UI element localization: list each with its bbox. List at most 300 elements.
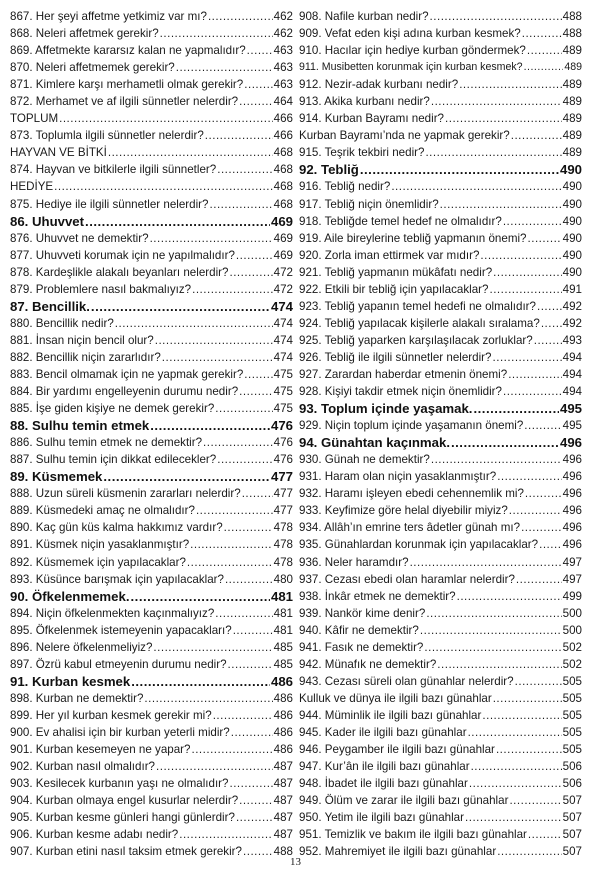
toc-entry-title: 893. Küsünce barışmak için yapılacaklar? — [10, 572, 224, 586]
toc-entry-title: 91. Kurban kesmek — [10, 673, 131, 689]
toc-entry-title: 93. Toplum içinde yaşamak. — [299, 401, 473, 417]
toc-entry — [10, 332, 293, 349]
toc-page-number: 474 — [273, 350, 293, 364]
toc-page-number: 477 — [273, 504, 293, 518]
toc-entry — [10, 383, 293, 400]
toc-entry — [10, 571, 293, 588]
toc-page-number: 487 — [273, 828, 293, 842]
toc-entry-title: HEDİYE — [10, 180, 54, 194]
toc-entry-title: 886. Sulhu temin etmek ne demektir? — [10, 436, 203, 450]
toc-entry-title: 937. Cezası ebedi olan haramlar nelerdir? — [299, 572, 515, 586]
toc-entry — [10, 775, 293, 792]
toc-page-number: 481 — [273, 606, 293, 620]
toc-entry-title: 900. Ev ahalisi için bir kurban yeterli midir? — [10, 725, 230, 739]
toc-page-number: 499 — [562, 589, 582, 603]
toc-entry-title: 902. Kurban nasıl olmalıdır? — [10, 760, 156, 774]
toc-page-number: 489 — [562, 44, 582, 58]
toc-entry-title: 933. Keyfimize göre helal diyebilir miyiz? — [299, 504, 508, 518]
dot-leader — [528, 230, 562, 247]
dot-leader — [528, 826, 562, 843]
toc-entry-title: 904. Kurban olmaya engel kusurlar nelerdir? — [10, 794, 239, 808]
toc-entry — [299, 792, 582, 809]
toc-entry — [10, 59, 293, 76]
toc-entry-title: 874. Hayvan ve bitkilerle ilgili sünnetler? — [10, 163, 217, 177]
dot-leader — [410, 554, 562, 571]
toc-page-number: 493 — [562, 333, 582, 347]
toc-page-number: 486 — [273, 708, 293, 722]
toc-page-number: 481 — [273, 623, 293, 637]
toc-entry-title: 916. Tebliğ nedir? — [299, 180, 391, 194]
dot-leader — [192, 281, 273, 298]
dot-leader — [231, 724, 273, 741]
toc-page-number: 480 — [273, 572, 293, 586]
toc-page-number: 476 — [273, 436, 293, 450]
toc-entry-title: 911. Musibetten korunmak için kurban kesmek? — [299, 61, 523, 74]
toc-entry-title: 929. Niçin toplum içinde yaşamanın önemi? — [299, 419, 524, 433]
toc-section-heading — [299, 400, 582, 417]
toc-page-number: 494 — [562, 350, 582, 364]
toc-entry-title: 887. Sulhu temin için dikkat edilecekler? — [10, 453, 217, 467]
dot-leader — [131, 673, 270, 690]
toc-page-number: 490 — [562, 265, 582, 279]
toc-page-number: 487 — [273, 794, 293, 808]
dot-leader — [516, 571, 562, 588]
dot-leader — [115, 315, 273, 332]
toc-entry-title: 907. Kurban etini nasıl taksim etmek gerekir? — [10, 845, 242, 859]
dot-leader — [239, 383, 273, 400]
toc-entry-title: 909. Vefat eden kişi adına kurban kesmek? — [299, 27, 521, 41]
toc-page-number: 475 — [273, 385, 293, 399]
toc-entry — [10, 247, 293, 264]
toc-entry — [299, 536, 582, 553]
toc-entry — [299, 366, 582, 383]
toc-entry-title: Kulluk ve dünya ile ilgili bazı günahlar — [299, 691, 492, 705]
toc-page-number: 495 — [559, 401, 582, 417]
toc-section-heading — [10, 298, 293, 315]
toc-entry-title: 894. Niçin öfkelenmekten kaçınmalıyız? — [10, 606, 215, 620]
dot-leader — [242, 485, 273, 502]
toc-entry — [299, 656, 582, 673]
toc-entry-title: 867. Her şeyi affetme yetkimiz var mı? — [10, 10, 207, 23]
toc-page-number: 491 — [562, 282, 582, 296]
toc-entry-title: 896. Nelere öfkelenmeliyiz? — [10, 640, 153, 654]
dot-leader — [244, 76, 272, 93]
toc-page-number: 506 — [562, 760, 582, 774]
toc-entry — [10, 622, 293, 639]
dot-leader — [527, 42, 562, 59]
toc-entry-title: 927. Zarardan haberdar etmenin önemi? — [299, 367, 508, 381]
toc-page-number: 495 — [562, 419, 582, 433]
toc-page-number: 502 — [562, 640, 582, 654]
toc-entry — [299, 639, 582, 656]
toc-page-number: 494 — [562, 367, 582, 381]
toc-entry — [10, 826, 293, 843]
toc-entry-title: 948. İbadet ile ilgili bazı günahlar — [299, 777, 468, 791]
toc-entry — [10, 656, 293, 673]
toc-page-number: 490 — [562, 197, 582, 211]
toc-page-number: 476 — [270, 418, 293, 434]
dot-leader — [509, 792, 561, 809]
toc-entry-title: 924. Tebliğ yapılacak kişilerle alakalı sıralama? — [299, 316, 540, 330]
toc-entry — [10, 724, 293, 741]
dot-leader — [236, 809, 273, 826]
toc-entry-title: 868. Neleri affetmek gerekir? — [10, 27, 159, 41]
toc-page-number: 476 — [273, 453, 293, 467]
toc-entry-title: 897. Özrü kabul etmeyenin durumu nedir? — [10, 657, 227, 671]
toc-entry-title: 940. Kâfir ne demektir? — [299, 623, 419, 637]
toc-entry — [10, 281, 293, 298]
toc-entry — [299, 758, 582, 775]
toc-page-number: 477 — [273, 487, 293, 501]
dot-leader — [224, 519, 273, 536]
dot-leader — [191, 741, 272, 758]
toc-page-number: 468 — [273, 146, 293, 160]
toc-page-number: 496 — [559, 435, 582, 451]
toc-entry-title: 890. Kaç gün küs kalma hakkımız vardır? — [10, 521, 223, 535]
toc-section-heading — [299, 434, 582, 451]
toc-page-number: 500 — [562, 606, 582, 620]
dot-leader — [179, 826, 272, 843]
toc-entry — [299, 349, 582, 366]
toc-entry — [299, 8, 582, 25]
toc-entry — [299, 281, 582, 298]
toc-page-number: 469 — [273, 248, 293, 262]
dot-leader — [239, 93, 273, 110]
toc-entry-title: Kurban Bayramı’nda ne yapmak gerekir? — [299, 129, 510, 143]
dot-leader — [524, 417, 561, 434]
dot-leader — [236, 247, 273, 264]
toc-entry — [10, 42, 293, 59]
toc-page-number: 478 — [273, 521, 293, 535]
toc-page-number: 486 — [273, 691, 293, 705]
dot-leader — [508, 366, 561, 383]
dot-leader — [480, 247, 561, 264]
toc-entry-title: 912. Nezir-adak kurbanı nedir? — [299, 78, 459, 92]
toc-entry-title: 869. Affetmekte kararsız kalan ne yapmalıdır? — [10, 44, 246, 58]
toc-entry-title: 942. Münafık ne demektir? — [299, 657, 437, 671]
toc-section-heading — [10, 673, 293, 690]
toc-page-number: 492 — [562, 316, 582, 330]
toc-entry — [299, 59, 582, 76]
toc-entry — [10, 366, 293, 383]
toc-page-number: 477 — [270, 469, 293, 485]
toc-entry-title: 951. Temizlik ve bakım ile ilgili bazı günahlar — [299, 828, 527, 842]
toc-entry — [10, 690, 293, 707]
toc-entry-title: 873. Toplumla ilgili sünnetler nelerdir? — [10, 129, 204, 143]
toc-page-number: 487 — [273, 760, 293, 774]
toc-entry — [299, 230, 582, 247]
dot-leader — [131, 588, 270, 605]
dot-leader — [465, 809, 562, 826]
toc-entry — [299, 775, 582, 792]
toc-entry — [10, 502, 293, 519]
toc-page-number: 489 — [562, 146, 582, 160]
toc-entry-title: 914. Kurban Bayramı nedir? — [299, 112, 445, 126]
toc-entry-title: 871. Kimlere karşı merhametli olmak gerekir? — [10, 78, 244, 92]
dot-leader — [153, 639, 272, 656]
dot-leader — [162, 349, 273, 366]
toc-entry-title: 872. Merhamet ve af ilgili sünnetler nelerdir? — [10, 95, 239, 109]
toc-entry-title: 952. Mahremiyet ile ilgili bazı günahlar — [299, 845, 497, 859]
toc-page-number: 507 — [562, 845, 582, 859]
toc-page-number: 487 — [273, 777, 293, 791]
toc-page-number: 502 — [562, 657, 582, 671]
dot-leader — [213, 707, 273, 724]
toc-page-number: 496 — [562, 453, 582, 467]
toc-entry — [10, 809, 293, 826]
toc-entry — [10, 707, 293, 724]
toc-entry — [10, 76, 293, 93]
toc-entry-title: 917. Tebliğ niçin önemlidir? — [299, 197, 439, 211]
toc-entry-title: 882. Bencillik niçin zararlıdır? — [10, 350, 161, 364]
toc-entry — [10, 741, 293, 758]
toc-page-number: 496 — [562, 504, 582, 518]
toc-entry-title: 94. Günahtan kaçınmak. — [299, 435, 450, 451]
dot-leader — [228, 656, 273, 673]
toc-entry — [10, 792, 293, 809]
toc-page-number: 490 — [562, 180, 582, 194]
dot-leader — [91, 298, 270, 315]
toc-page-number: 490 — [559, 162, 582, 178]
toc-page-number: 462 — [273, 27, 293, 41]
dot-leader — [537, 298, 562, 315]
toc-entry-title: 945. Kader ile ilgili bazı günahlar — [299, 725, 467, 739]
toc-entry-title: 926. Tebliğ ile ilgili sünnetler nelerdir? — [299, 350, 492, 364]
toc-page-number: 496 — [562, 521, 582, 535]
dot-leader — [239, 792, 273, 809]
dot-leader — [247, 42, 273, 59]
dot-leader — [493, 690, 562, 707]
dot-leader — [215, 400, 272, 417]
toc-entry — [10, 349, 293, 366]
toc-page-number: 500 — [562, 623, 582, 637]
toc-entry-title: 918. Tebliğde temel hedef ne olmalıdır? — [299, 214, 502, 228]
toc-entry — [299, 673, 582, 690]
toc-entry — [10, 127, 293, 144]
toc-entry — [299, 76, 582, 93]
toc-entry-title: 946. Peygamber ile ilgili bazı günahlar — [299, 743, 495, 757]
toc-entry — [10, 758, 293, 775]
toc-section-heading — [10, 468, 293, 485]
toc-entry — [299, 332, 582, 349]
dot-leader — [440, 196, 562, 213]
toc-page-number: 478 — [273, 538, 293, 552]
toc-page-number: 486 — [270, 673, 293, 689]
toc-page-number: 507 — [562, 794, 582, 808]
toc-entry-title: 931. Haram olan niçin yasaklanmıştır? — [299, 470, 497, 484]
toc-entry — [299, 622, 582, 639]
toc-entry-title: 913. Akika kurbanı nedir? — [299, 95, 430, 109]
toc-entry-title: 949. Ölüm ve zarar ile ilgili bazı günahlar — [299, 794, 509, 808]
toc-entry-title: 881. İnsan niçin bencil olur? — [10, 333, 154, 347]
toc-entry-title: 932. Haramı işleyen ebedi cehennemlik mi? — [299, 487, 524, 501]
dot-leader — [425, 144, 561, 161]
toc-page-number: 505 — [562, 725, 582, 739]
toc-entry — [299, 178, 582, 195]
dot-leader — [509, 502, 562, 519]
dot-leader — [525, 485, 562, 502]
toc-entry — [299, 315, 582, 332]
toc-entry — [299, 451, 582, 468]
dot-leader — [217, 161, 272, 178]
dot-leader — [360, 161, 559, 178]
toc-entry — [10, 485, 293, 502]
dot-leader — [515, 673, 562, 690]
toc-page-number: 475 — [273, 367, 293, 381]
toc-entry — [10, 605, 293, 622]
toc-entry — [10, 110, 293, 127]
toc-page-number: 481 — [270, 588, 293, 604]
toc-page-number: 478 — [273, 555, 293, 569]
toc-entry-title: 885. İşe giden kişiye ne demek gerekir? — [10, 402, 215, 416]
toc-page-number: 486 — [273, 743, 293, 757]
toc-page-number: 496 — [562, 538, 582, 552]
toc-page-number: 490 — [562, 248, 582, 262]
toc-entry-title: 939. Nankör kime denir? — [299, 606, 426, 620]
toc-entry-title: 878. Kardeşlikle alakalı beyanları nelerdir? — [10, 265, 229, 279]
toc-page-number: 496 — [562, 487, 582, 501]
toc-entry — [299, 417, 582, 434]
toc-page-number: 486 — [273, 725, 293, 739]
toc-entry-title: 86. Uhuvvet — [10, 213, 85, 229]
toc-entry-title: 87. Bencillik. — [10, 298, 90, 314]
dot-leader — [451, 434, 559, 451]
toc-entry-title: 905. Kurban kesme günleri hangi günlerdir? — [10, 811, 235, 825]
toc-page-number: 475 — [273, 402, 293, 416]
dot-leader — [150, 230, 273, 247]
toc-page-number: 462 — [273, 10, 293, 23]
toc-entry — [10, 434, 293, 451]
toc-page-number: 466 — [273, 112, 293, 126]
toc-page-number: 469 — [270, 213, 293, 229]
dot-leader — [437, 656, 561, 673]
toc-entry-title: 888. Uzun süreli küsmenin zararları nelerdir? — [10, 487, 241, 501]
toc-entry — [299, 826, 582, 843]
toc-entry-title: 908. Nafile kurban nedir? — [299, 10, 429, 23]
dot-leader — [203, 434, 273, 451]
toc-entry — [10, 93, 293, 110]
toc-entry — [299, 571, 582, 588]
dot-leader — [160, 25, 273, 42]
dot-leader — [459, 76, 561, 93]
toc-section-heading — [299, 161, 582, 178]
dot-leader — [176, 59, 273, 76]
toc-entry — [10, 25, 293, 42]
dot-leader — [215, 605, 272, 622]
toc-entry-title: 930. Günah ne demektir? — [299, 453, 430, 467]
toc-entry — [299, 298, 582, 315]
toc-page-number: 505 — [562, 708, 582, 722]
toc-entry-title: 92. Tebliğ — [299, 162, 359, 178]
toc-entry-title: 884. Bir yardımı engelleyenin durumu nedir? — [10, 385, 239, 399]
toc-entry-title: 938. İnkâr etmek ne demektir? — [299, 589, 456, 603]
dot-leader — [489, 281, 561, 298]
toc-entry — [299, 213, 582, 230]
toc-entry-title: 906. Kurban kesme adabı nedir? — [10, 828, 179, 842]
toc-entry-title: 901. Kurban kesemeyen ne yapar? — [10, 743, 191, 757]
dot-leader — [539, 536, 562, 553]
dot-leader — [457, 588, 562, 605]
toc-entry-title: 915. Teşrik tekbiri nedir? — [299, 146, 425, 160]
toc-entry — [10, 8, 293, 25]
toc-entry-title: 876. Uhuvvet ne demektir? — [10, 231, 149, 245]
dot-leader — [103, 468, 270, 485]
toc-page-number: 505 — [562, 674, 582, 688]
toc-entry — [299, 485, 582, 502]
dot-leader — [229, 264, 272, 281]
dot-leader — [225, 571, 273, 588]
dot-leader — [156, 758, 273, 775]
toc-entry-title: 919. Aile bireylerine tebliğ yapmanın önemi? — [299, 231, 527, 245]
dot-leader — [420, 622, 562, 639]
toc-entry — [10, 451, 293, 468]
toc-entry-title: 89. Küsmemek — [10, 469, 103, 485]
toc-page-number: 492 — [562, 299, 582, 313]
toc-page-number: 489 — [562, 129, 582, 143]
dot-leader — [468, 724, 562, 741]
toc-page-number: 469 — [273, 231, 293, 245]
dot-leader — [205, 127, 273, 144]
toc-section-heading — [10, 588, 293, 605]
toc-entry — [10, 230, 293, 247]
dot-leader — [391, 178, 561, 195]
toc-page-number: 472 — [273, 265, 293, 279]
toc-entry-title: 875. Hediye ile ilgili sünnetler nelerdir? — [10, 197, 209, 211]
toc-entry-title: 944. Müminlik ile ilgili bazı günahlar — [299, 708, 482, 722]
dot-leader — [108, 144, 273, 161]
dot-leader — [424, 639, 561, 656]
toc-page-number: 489 — [562, 78, 582, 92]
toc-entry — [299, 519, 582, 536]
toc-page-number: 474 — [273, 316, 293, 330]
toc-page-number: 488 — [562, 10, 582, 23]
toc-entry — [299, 144, 582, 161]
dot-leader — [497, 468, 561, 485]
toc-entry — [299, 25, 582, 42]
dot-leader — [150, 417, 270, 434]
toc-entry — [299, 383, 582, 400]
dot-leader — [445, 110, 562, 127]
dot-leader — [541, 315, 562, 332]
toc-entry — [10, 315, 293, 332]
dot-leader — [522, 25, 562, 42]
toc-page-number: 489 — [564, 61, 582, 74]
dot-leader — [431, 451, 562, 468]
toc-page-number: 489 — [562, 95, 582, 109]
dot-leader — [482, 707, 561, 724]
dot-leader — [244, 366, 272, 383]
toc-entry-title: 921. Tebliğ yapmanın mükâfatı nedir? — [299, 265, 493, 279]
toc-entry-title: 90. Öfkelenmemek. — [10, 588, 130, 604]
dot-leader — [217, 451, 272, 468]
toc-page-number: 507 — [562, 811, 582, 825]
toc-entry-title: 910. Hacılar için hediye kurban göndermek? — [299, 44, 526, 58]
toc-entry-title: 947. Kur’ân ile ilgili bazı günahlar — [299, 760, 470, 774]
toc-entry-title: 889. Küsmedeki amaç ne olmalıdır? — [10, 504, 195, 518]
toc-page-number: 468 — [273, 163, 293, 177]
dot-leader — [229, 775, 272, 792]
toc-entry — [10, 639, 293, 656]
toc-entry-title: 925. Tebliğ yaparken karşılaşılacak zorluklar? — [299, 333, 533, 347]
toc-page-number: 474 — [270, 298, 293, 314]
dot-leader — [496, 741, 562, 758]
dot-leader — [85, 213, 270, 230]
toc-entry — [299, 605, 582, 622]
toc-entry-title: 899. Her yıl kurban kesmek gerekir mi? — [10, 708, 212, 722]
toc-entry-title: 950. Yetim ile ilgili bazı günahlar — [299, 811, 464, 825]
dot-leader — [469, 775, 562, 792]
toc-entry — [299, 554, 582, 571]
